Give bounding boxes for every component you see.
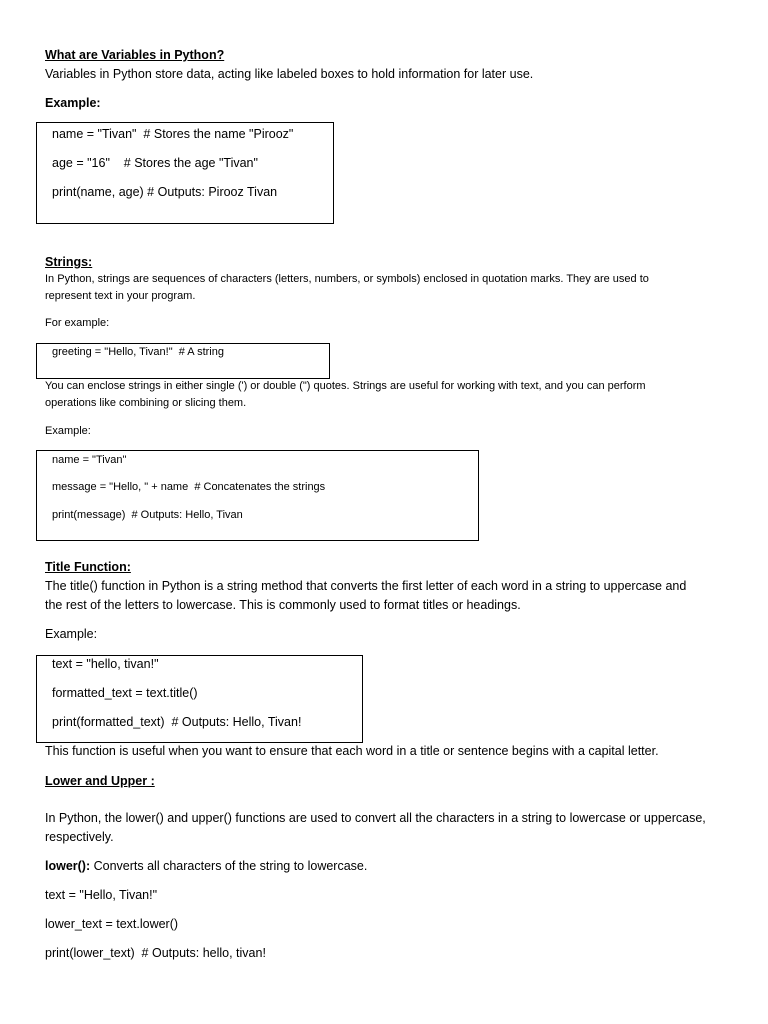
title-fn-example-label: Example: bbox=[45, 627, 98, 641]
lower-definition bbox=[45, 857, 367, 876]
code-line: message = "Hello, " + name # Concatenates the strings bbox=[52, 481, 326, 493]
strings-para-line1: You can enclose strings in either single (') or double (") quotes. Strings are useful for working with text, and you can perform bbox=[45, 380, 646, 392]
code-line: print(message) # Outputs: Hello, Tivan bbox=[52, 509, 243, 521]
lower-upper-para-line1: In Python, the lower() and upper() functions are used to convert all the characters in a string to lowercase or uppercase, bbox=[45, 811, 706, 825]
title-fn-para-line1: The title() function in Python is a string method that converts the first letter of each word in a string to uppercase and bbox=[45, 579, 687, 593]
strings-intro-line2: represent text in your program. bbox=[45, 290, 196, 302]
title-fn-code-box bbox=[36, 655, 363, 743]
code-line: text = "hello, tivan!" bbox=[52, 657, 159, 671]
variables-example-label: Example: bbox=[45, 96, 101, 110]
strings-code-box-2 bbox=[36, 450, 479, 541]
code-line: lower_text = text.lower() bbox=[45, 917, 179, 931]
strings-code-box-1 bbox=[36, 343, 330, 379]
variables-heading: What are Variables in Python? bbox=[45, 48, 225, 62]
strings-for-example: For example: bbox=[45, 317, 110, 329]
strings-example-label: Example: bbox=[45, 425, 91, 437]
code-line: greeting = "Hello, Tivan!" # A string bbox=[52, 346, 224, 358]
code-line: print(lower_text) # Outputs: hello, tivan! bbox=[45, 946, 266, 960]
code-line: age = "16" # Stores the age "Tivan" bbox=[52, 156, 258, 170]
variables-code-box bbox=[36, 122, 334, 224]
title-fn-heading: Title Function: bbox=[45, 560, 131, 574]
lower-upper-para-line2: respectively. bbox=[45, 830, 114, 844]
code-line: name = "Tivan" # Stores the name "Pirooz" bbox=[52, 127, 294, 141]
title-fn-after: This function is useful when you want to ensure that each word in a title or sentence begins with a capital letter. bbox=[45, 744, 659, 758]
variables-intro: Variables in Python store data, acting like labeled boxes to hold information for later use. bbox=[45, 67, 534, 81]
strings-intro-line1: In Python, strings are sequences of characters (letters, numbers, or symbols) enclosed in quotation marks. They are used to bbox=[45, 273, 649, 285]
code-line: print(name, age) # Outputs: Pirooz Tivan bbox=[52, 185, 278, 199]
code-line: formatted_text = text.title() bbox=[52, 686, 198, 700]
title-fn-para-line2: the rest of the letters to lowercase. This is commonly used to format titles or headings. bbox=[45, 598, 521, 612]
lower-desc: Converts all characters of the string to lowercase. bbox=[90, 859, 368, 873]
lower-upper-heading: Lower and Upper : bbox=[45, 774, 155, 788]
code-line: print(formatted_text) # Outputs: Hello, Tivan! bbox=[52, 715, 302, 729]
strings-para-line2: operations like combining or slicing them. bbox=[45, 397, 247, 409]
code-line: text = "Hello, Tivan!" bbox=[45, 888, 158, 902]
strings-heading: Strings: bbox=[45, 255, 93, 269]
code-line: name = "Tivan" bbox=[52, 454, 127, 466]
lower-term: lower(): bbox=[45, 859, 91, 873]
